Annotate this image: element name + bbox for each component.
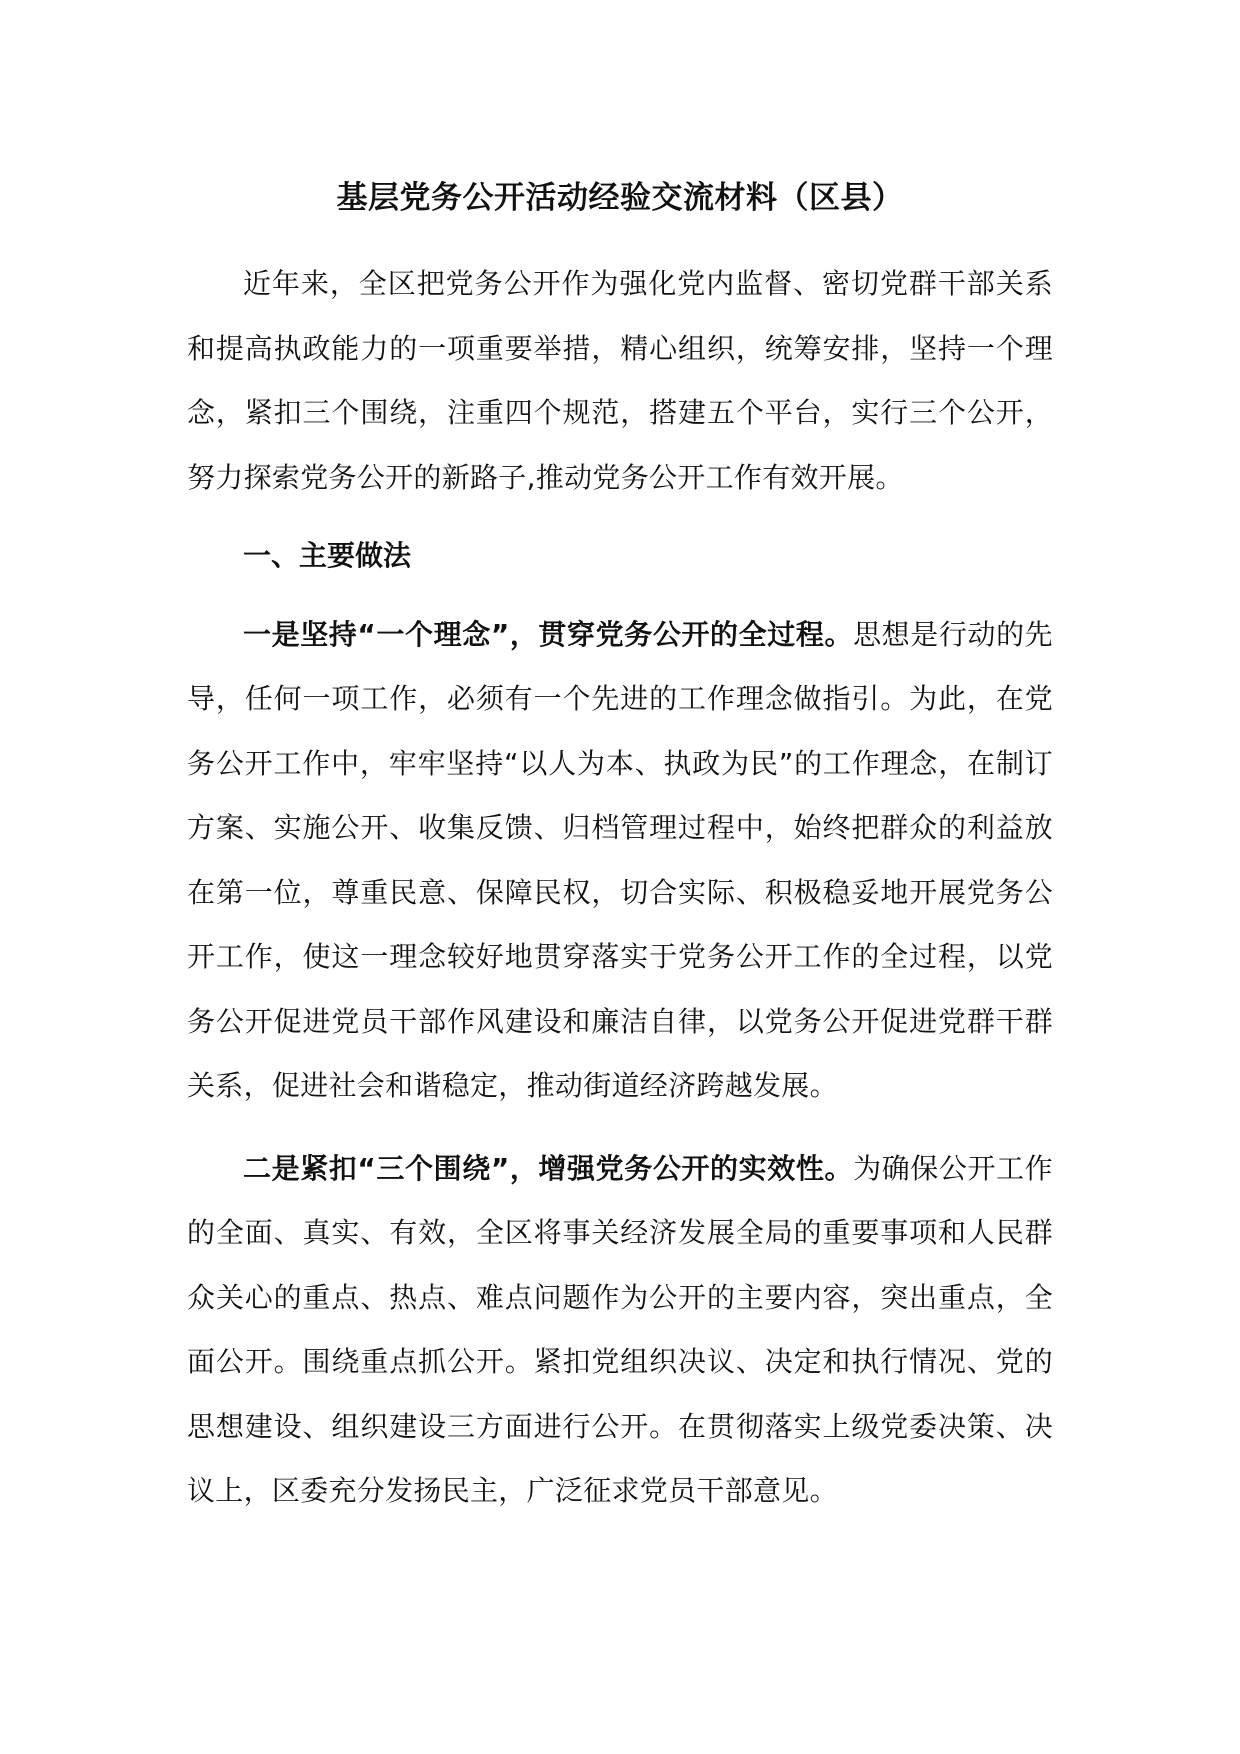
paragraph-item-one (187, 603, 1053, 1119)
section-heading-main-practices: 一、主要做法 (243, 539, 412, 572)
paragraph-item-two (187, 1137, 1053, 1524)
document-body (187, 170, 1053, 1524)
item-one-body: 思想是行动的先导，任何一项工作，必须有一个先进的工作理念做指引。为此，在党务公开工作中，牢牢坚持“以人为本、执政为民”的工作理念，在制订方案、实施公开、收集反馈、归档管理过程中，始终把群众的利益放在第一位，尊重民意、保障民权，切合实际、积极稳妥地开展党务公开工作，使这一理念较好地贯穿落实于党务公开工作的全过程，以党务公开促进党员干部作风建设和廉洁自律，以党务公开促进党群干群关系，促进社会和谐稳定，推动街道经济跨越发展。 (187, 617, 1053, 1102)
item-two-body: 为确保公开工作的全面、真实、有效，全区将事关经济发展全局的重要事项和人民群众关心的重点、热点、难点问题作为公开的主要内容，突出重点，全面公开。围绕重点抓公开。紧扣党组织决议、决定和执行情况、党的思想建设、组织建设三方面进行公开。在贯彻落实上级党委决策、决议上，区委充分发扬民主，广泛征求党员干部意见。 (187, 1151, 1053, 1507)
item-one-lead: 一是坚持“一个理念”，贯穿党务公开的全过程。 (243, 617, 854, 651)
intro-paragraph: 近年来，全区把党务公开作为强化党内监督、密切党群干部关系和提高执政能力的一项重要举措，精心组织，统筹安排，坚持一个理念，紧扣三个围绕，注重四个规范，搭建五个平台，实行三个公开，努力探索党务公开的新路子,推动党务公开工作有效开展。 (187, 267, 1053, 494)
item-two-lead: 二是紧扣“三个围绕”，增强党务公开的实效性。 (243, 1151, 854, 1185)
paragraph-spacer (187, 1119, 1053, 1137)
document-title: 基层党务公开活动经验交流材料（区县） (336, 180, 904, 216)
